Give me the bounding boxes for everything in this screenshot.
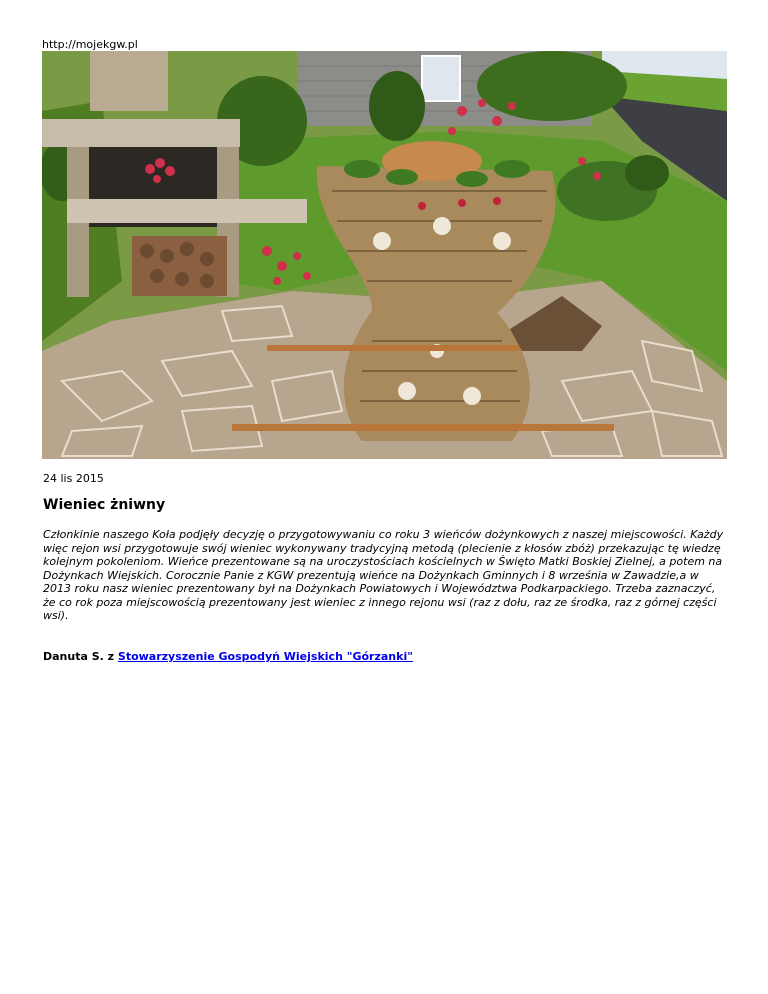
post-date: 24 lis 2015 [43,472,104,485]
post-description: Członkinie naszego Koła podjęły decyzję o przygotowywaniu co roku 3 wieńców dożynkowych z naszej miejscowości. Każdy więc rejon wsi przygotowuje swój wieniec wykonywany tradycyjną metodą (plecienie z kłosów zbóż) przekazując tę wiedzę kolejnym pokoleniom. Wieńce prezentowane są na uroczystościach kościelnych w Święto Matki Boskiej Zielnej, a potem na Dożynkach Wiejskich. Corocznie Panie z KGW prezentują wieńce na Dożynkach Gminnych i 8 września w Zawadzie,a w 2013 roku nasz wieniec prezentowany był na Dożynkach Powiatowych i Województwa Podkarpackiego. Trzeba zaznaczyć, że co rok poza miejscowością prezentowany jest wieniec z innego rejonu wsi (raz z dołu, raz ze środka, raz z górnej części wsi). [43,528,724,622]
post-title: Wieniec żniwny [43,497,166,513]
author-line [43,650,413,663]
association-link[interactable]: Stowarzyszenie Gospodyń Wiejskich "Górzanki" [117,650,413,663]
harvest-wreath-photo [42,51,727,459]
author-name: Danuta S. z [43,650,118,663]
site-url: http://mojekgw.pl [42,38,138,51]
